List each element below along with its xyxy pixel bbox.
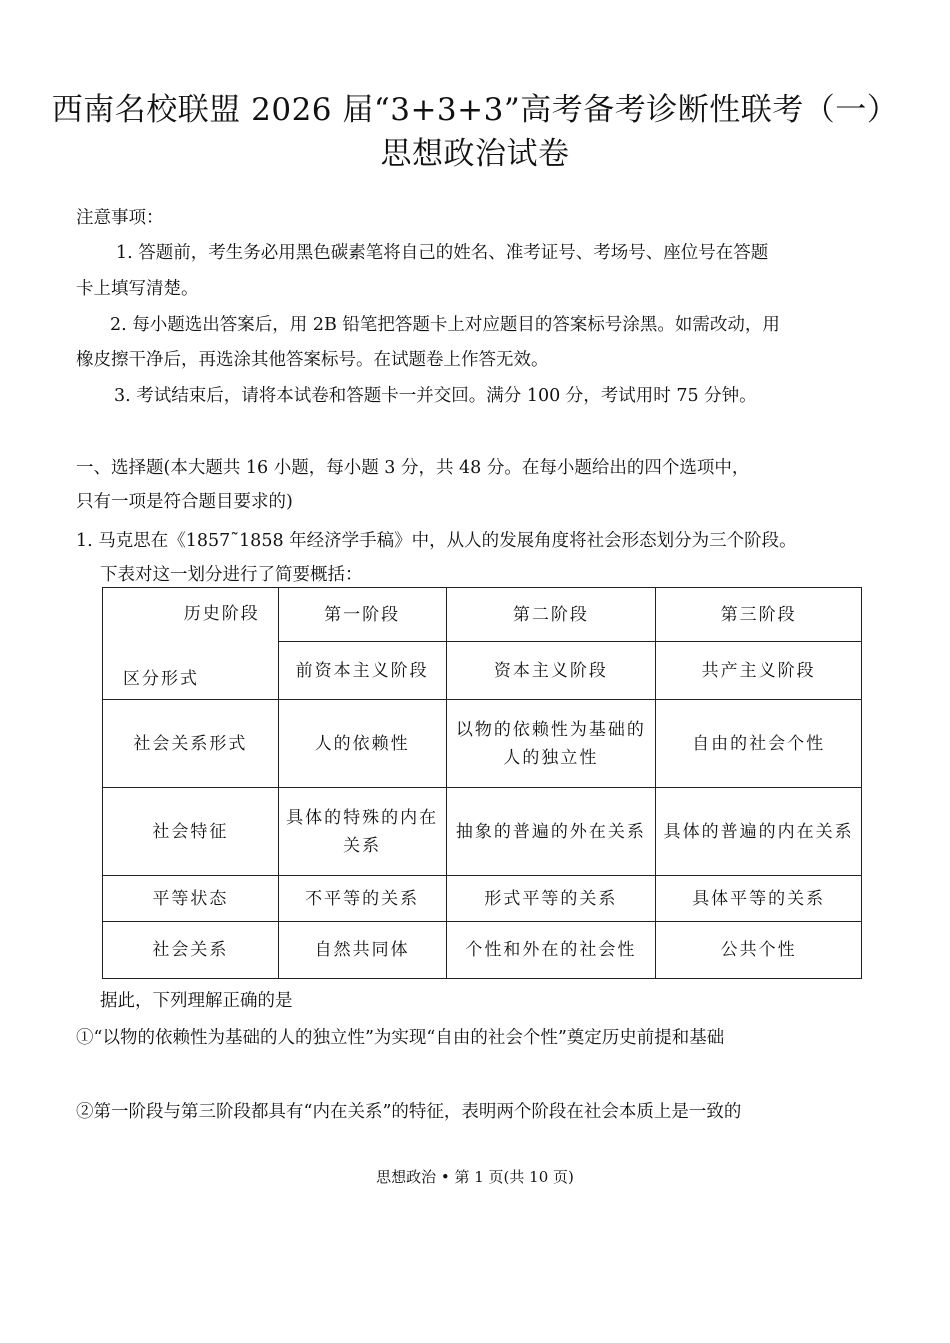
form-cell-3: 共产主义阶段	[656, 642, 862, 700]
table-cell: 以物的依赖性为基础的人的独立性	[446, 700, 656, 788]
section-heading-line-1: 一、选择题(本大题共 16 小题，每小题 3 分，共 48 分。在每小题给出的四个选项中，	[76, 458, 750, 478]
page-footer: 思想政治 • 第 1 页(共 10 页)	[376, 1168, 574, 1186]
notice-item-1-line-2: 卡上填写清楚。	[76, 279, 199, 299]
question-1-option-2: ②第一阶段与第三阶段都具有“内在关系”的特征，表明两个阶段在社会本质上是一致的	[76, 1102, 742, 1122]
form-cell-2: 资本主义阶段	[446, 642, 656, 700]
table-cell: 不平等的关系	[278, 876, 446, 922]
row-label: 社会关系形式	[103, 700, 279, 788]
question-1-prompt: 据此，下列理解正确的是	[100, 991, 293, 1011]
corner-label-stage: 历史阶段	[183, 604, 260, 624]
notice-heading: 注意事项：	[76, 208, 164, 228]
table-cell: 自由的社会个性	[656, 700, 862, 788]
table-header-row	[103, 588, 862, 642]
notice-item-2-line-2: 橡皮擦干净后，再选涂其他答案标号。在试题卷上作答无效。	[76, 350, 549, 370]
table-corner-cell	[103, 588, 279, 700]
form-cell-1: 前资本主义阶段	[278, 642, 446, 700]
table-cell: 公共个性	[656, 922, 862, 979]
notice-item-3: 3. 考试结束后，请将本试卷和答题卡一并交回。满分 100 分，考试用时 75 分钟。	[114, 386, 757, 406]
row-label: 平等状态	[103, 876, 279, 922]
table-cell: 形式平等的关系	[446, 876, 656, 922]
table-cell: 人的依赖性	[278, 700, 446, 788]
question-1-stem-line-1: 1. 马克思在《1857˜1858 年经济学手稿》中，从人的发展角度将社会形态划分为三个阶段。	[76, 531, 797, 551]
stages-table	[102, 587, 862, 979]
table-cell: 具体平等的关系	[656, 876, 862, 922]
table-row	[103, 788, 862, 876]
table-row	[103, 876, 862, 922]
question-1-option-1: ①“以物的依赖性为基础的人的独立性”为实现“自由的社会个性”奠定历史前提和基础	[76, 1028, 725, 1048]
table-row	[103, 700, 862, 788]
table-cell: 抽象的普遍的外在关系	[446, 788, 656, 876]
row-label: 社会特征	[103, 788, 279, 876]
stage-header-3: 第三阶段	[656, 588, 862, 642]
stage-header-2: 第二阶段	[446, 588, 656, 642]
notice-item-1-line-1: 1. 答题前，考生务必用黑色碳素笔将自己的姓名、准考证号、考场号、座位号在答题	[116, 243, 769, 263]
table-cell: 具体的特殊的内在关系	[278, 788, 446, 876]
stage-header-1: 第一阶段	[278, 588, 446, 642]
table-cell: 自然共同体	[278, 922, 446, 979]
exam-title: 西南名校联盟 2026 届“3+3+3”高考备考诊断性联考（一）	[51, 92, 899, 128]
table-cell: 个性和外在的社会性	[446, 922, 656, 979]
exam-subtitle: 思想政治试卷	[380, 136, 570, 172]
question-1-stem-line-2: 下表对这一划分进行了简要概括：	[100, 565, 363, 585]
corner-label-form: 区分形式	[123, 669, 199, 689]
row-label: 社会关系	[103, 922, 279, 979]
notice-item-2-line-1: 2. 每小题选出答案后，用 2B 铅笔把答题卡上对应题目的答案标号涂黑。如需改动，用	[110, 315, 780, 335]
section-heading-line-2: 只有一项是符合题目要求的)	[76, 492, 293, 512]
table-row	[103, 922, 862, 979]
table-cell: 具体的普遍的内在关系	[656, 788, 862, 876]
